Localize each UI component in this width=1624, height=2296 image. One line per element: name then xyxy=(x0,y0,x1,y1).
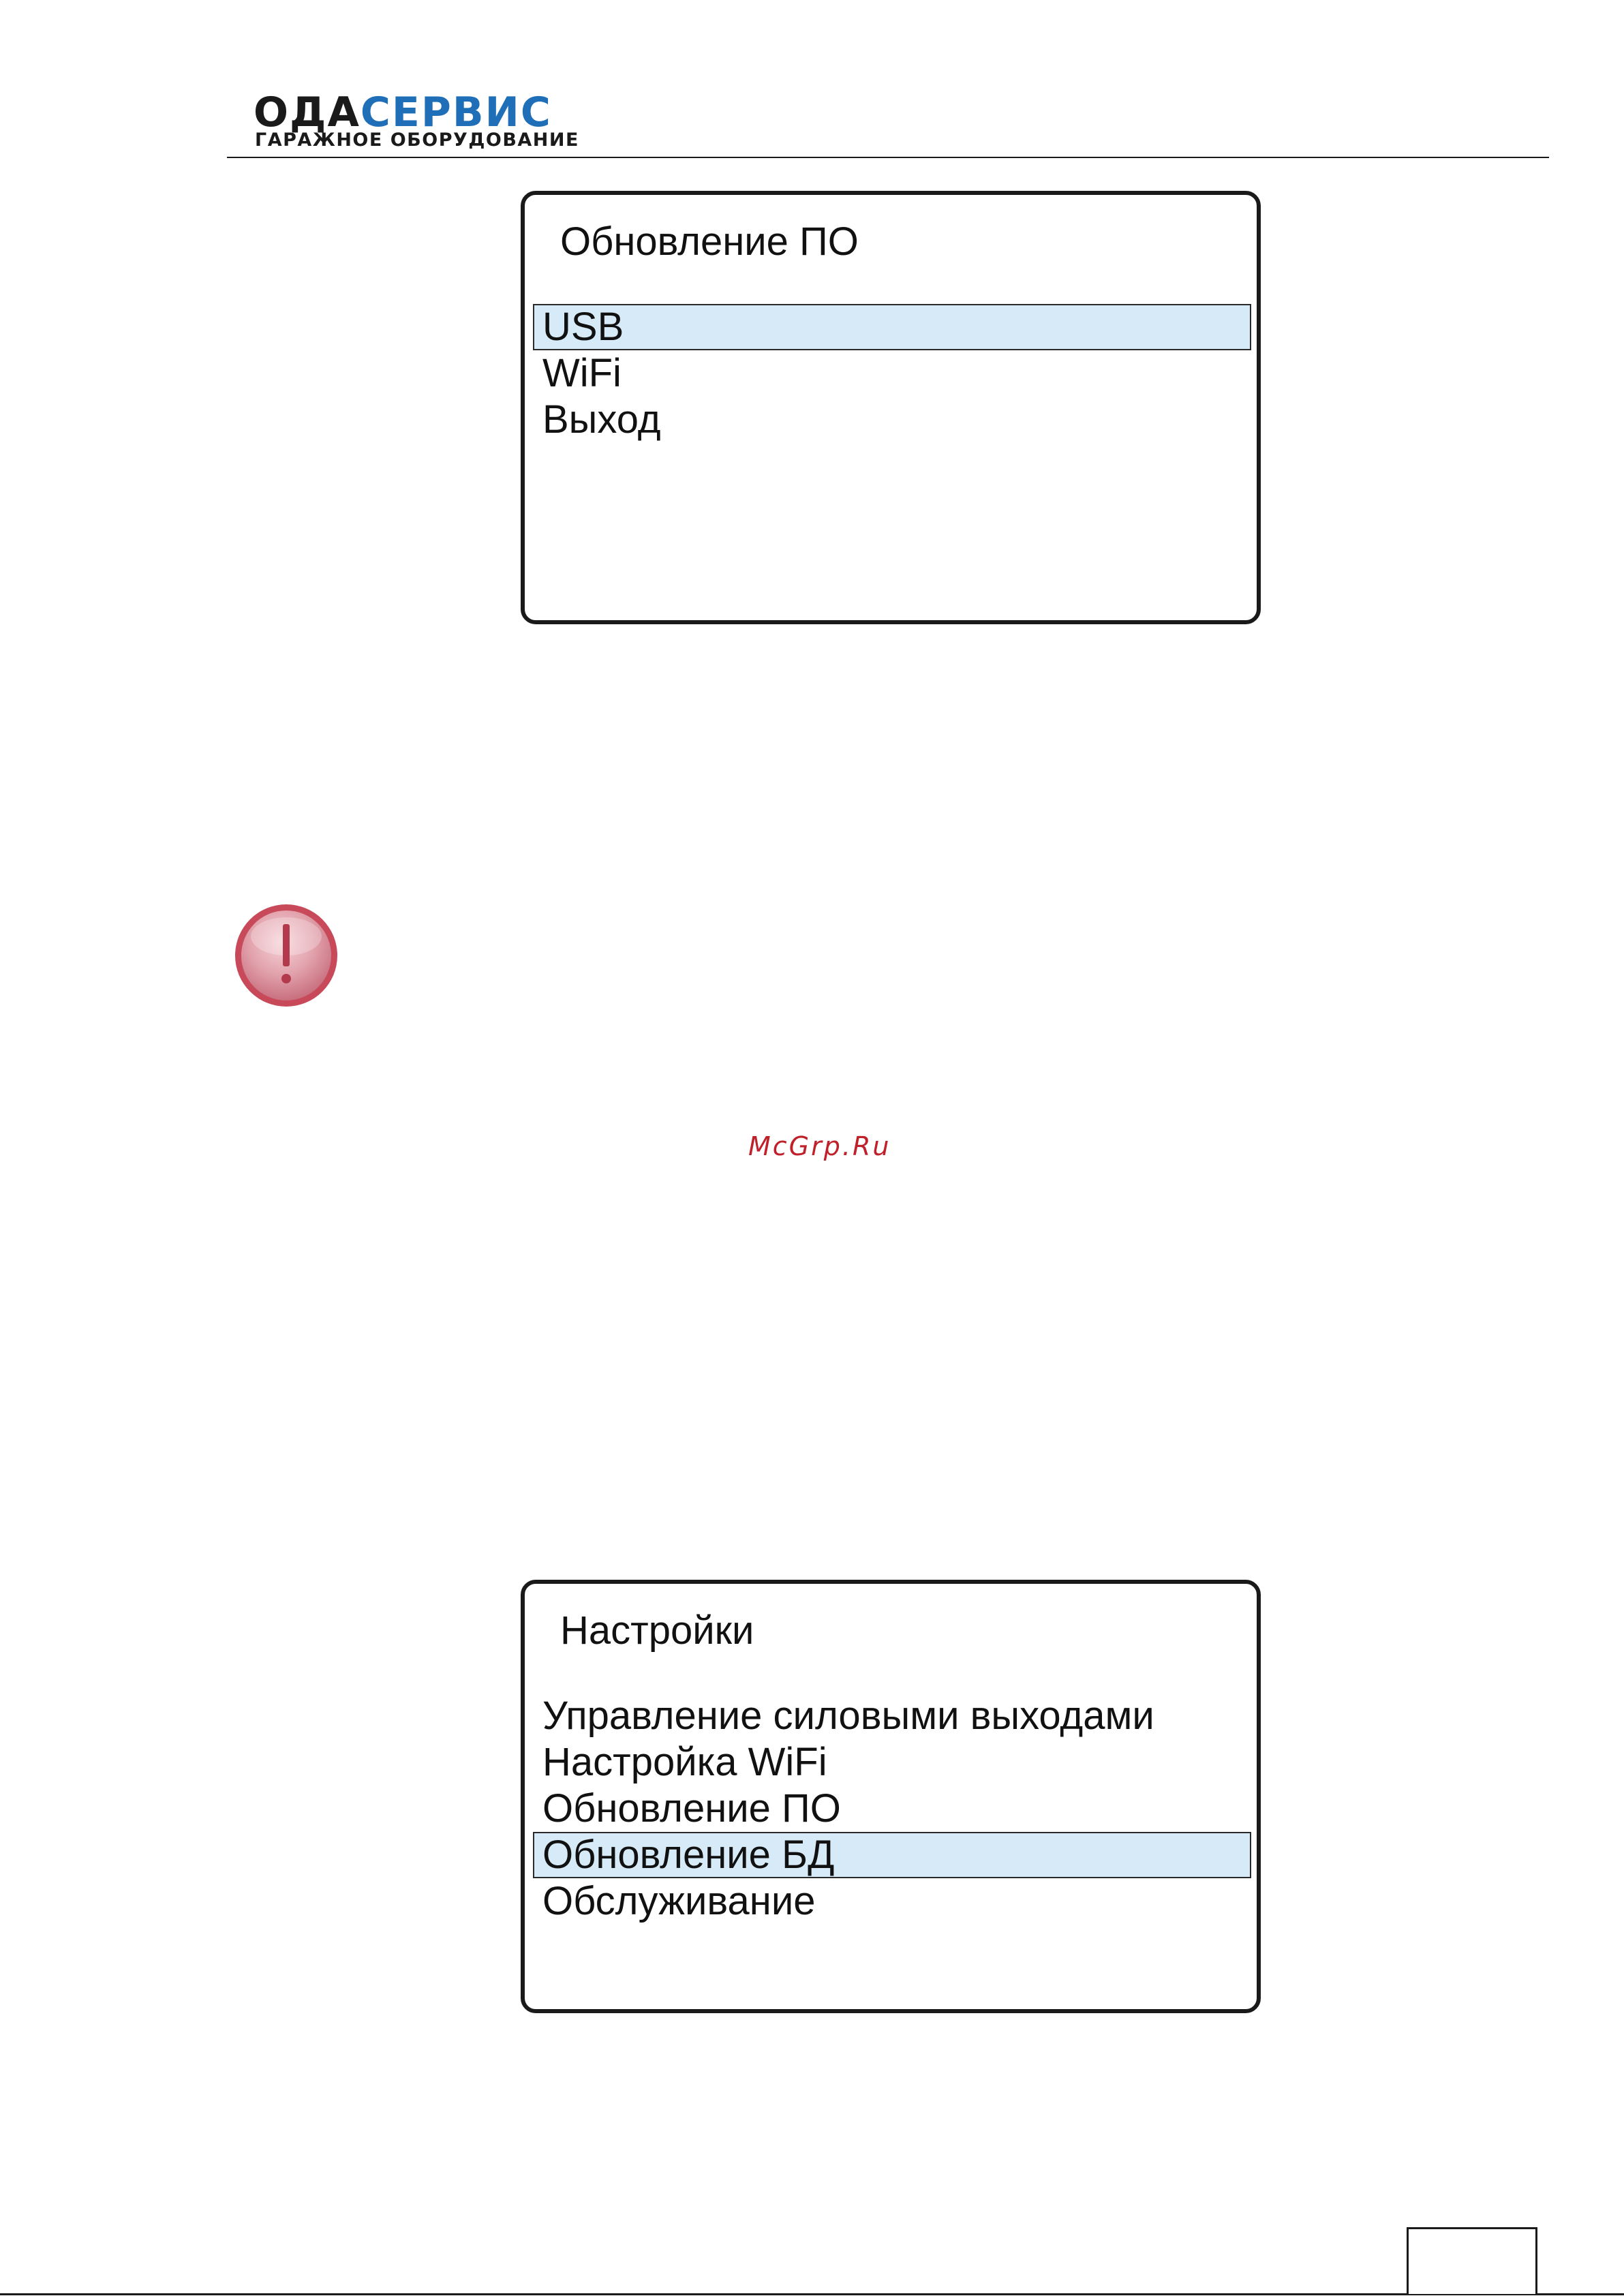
logo-wordmark-blue: СЕРВИС xyxy=(360,89,552,136)
screen-title: Обновление ПО xyxy=(560,219,859,264)
menu-list xyxy=(533,304,1251,443)
menu-item-software-update[interactable]: Обновление ПО xyxy=(542,1786,841,1831)
header-divider xyxy=(227,157,1549,158)
menu-list xyxy=(533,1693,1251,1925)
menu-item-database-update[interactable]: Обновление БД xyxy=(533,1832,1251,1878)
menu-item-power-outputs[interactable]: Управление силовыми выходами xyxy=(542,1694,1154,1738)
footer-divider xyxy=(0,2293,1624,2295)
watermark: McGrp.Ru xyxy=(748,1131,891,1161)
logo-subtitle: ГАРАЖНОЕ ОБОРУДОВАНИЕ xyxy=(255,129,579,151)
exclamation-icon xyxy=(232,901,341,1010)
menu-item-wifi-settings[interactable]: Настройка WiFi xyxy=(542,1740,827,1784)
screen-software-update xyxy=(521,191,1261,624)
logo-wordmark-dark: ОДА xyxy=(254,89,361,136)
menu-item-exit[interactable]: Выход xyxy=(542,397,661,442)
screen-title: Настройки xyxy=(560,1608,754,1653)
menu-item-usb[interactable]: USB xyxy=(533,304,1251,350)
menu-item-wifi[interactable]: WiFi xyxy=(542,351,622,395)
menu-item-maintenance[interactable]: Обслуживание xyxy=(542,1879,816,1923)
company-logo xyxy=(254,89,579,151)
screen-settings xyxy=(521,1580,1261,2013)
page-number-tab xyxy=(1407,2227,1537,2294)
